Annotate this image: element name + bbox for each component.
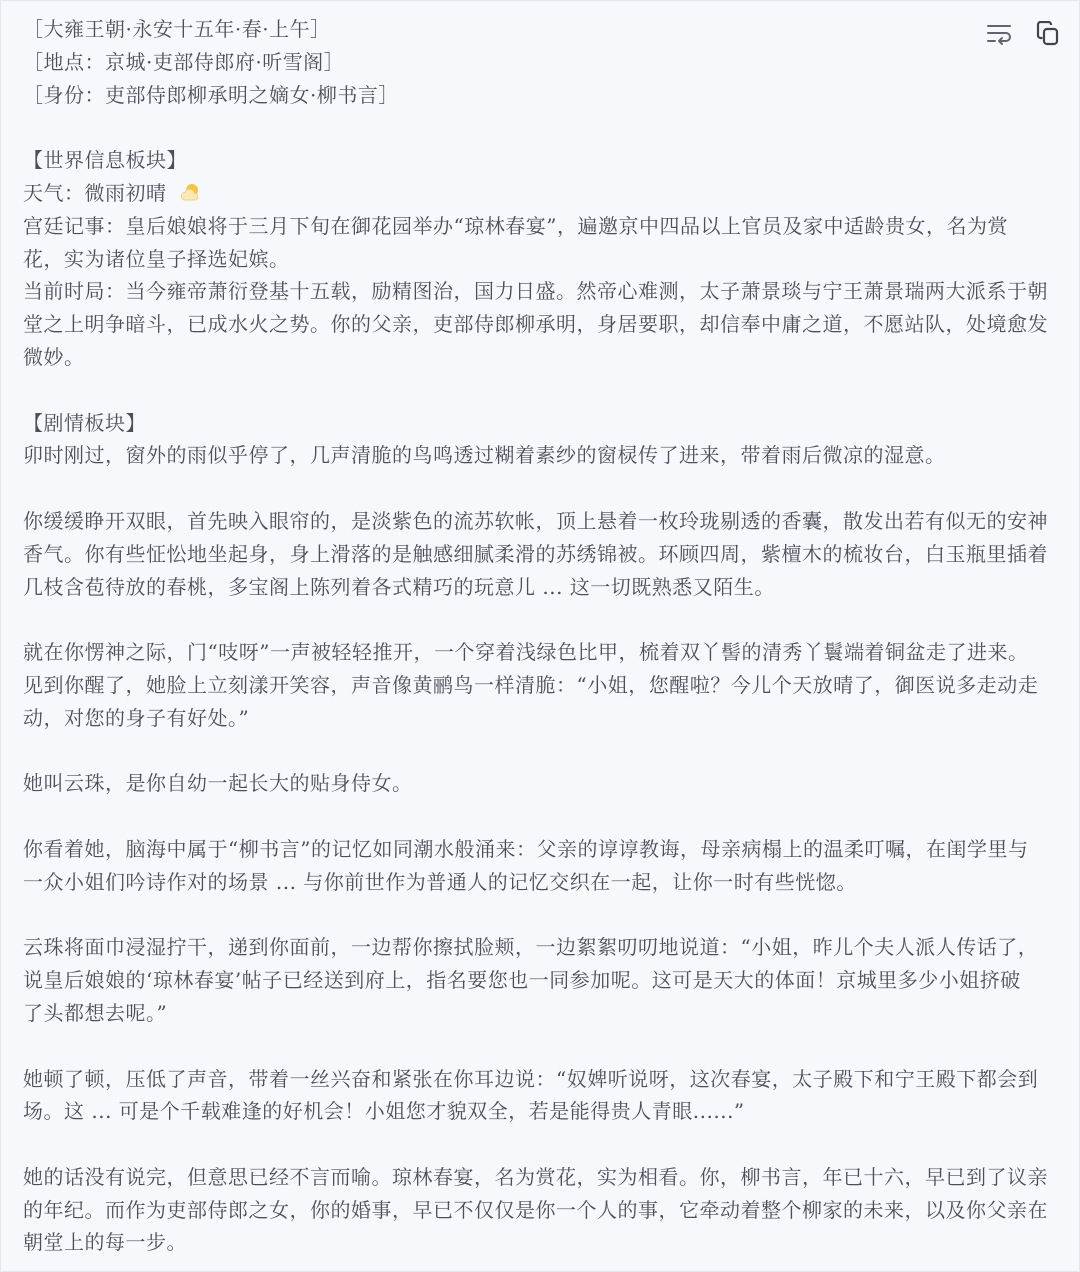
plot-paragraph-line: 的年纪。而作为吏部侍郎之女，你的婚事，早已不仅仅是你一个人的事，它牵动着整个柳家的未来，以及你父亲在 [23, 1197, 1048, 1222]
spacer [23, 374, 1063, 407]
sun-behind-cloud-icon [179, 182, 203, 204]
wrap-text-button[interactable] [985, 19, 1015, 49]
spacer [23, 800, 1063, 833]
spacer [23, 111, 1063, 144]
spacer [23, 603, 1063, 636]
header-era: ［大雍王朝·永安十五年·春·上午］ [23, 17, 331, 41]
plot-paragraph-line: 她顿了顿，压低了声音，带着一丝兴奋和紧张在你耳边说：“奴婢听说呀，这次春宴，太子殿下和宁王殿下都会到 [23, 1066, 1039, 1091]
plot-heading: 【剧情板块】 [23, 410, 146, 435]
plot-paragraph-line: 了头都想去呢。” [23, 1000, 168, 1025]
plot-paragraph-line: 朝堂上的每一步。 [23, 1230, 187, 1255]
copy-button[interactable] [1033, 19, 1063, 49]
copy-icon [1036, 21, 1060, 47]
plot-paragraph-line: 说皇后娘娘的‘琼林春宴’帖子已经送到府上，指名要您也一同参加呢。这可是天大的体面！京城里多少小姐挤破 [23, 968, 1021, 993]
plot-paragraph-line: 见到你醒了，她脸上立刻漾开笑容，声音像黄鹂鸟一样清脆：“小姐，您醒啦？今儿个天放晴了，御医说多走动走 [23, 672, 1039, 697]
court-news-line: 宫廷记事：皇后娘娘将于三月下旬在御花园举办“琼林春宴”，遍邀京中四品以上官员及家中适龄贵女，名为赏 [23, 213, 1008, 238]
situation-line: 微妙。 [23, 344, 85, 369]
message-content [23, 13, 1063, 1259]
weather-line [23, 177, 1063, 210]
spacer [23, 1030, 1063, 1063]
situation-line: 堂之上明争暗斗，已成水火之势。你的父亲，吏部侍郎柳承明，身居要职，却信奉中庸之道，不愿站队，处境愈发 [23, 312, 1048, 337]
plot-paragraph-line: 她叫云珠，是你自幼一起长大的贴身侍女。 [23, 771, 413, 796]
header-location: ［地点：京城·吏部侍郎府·听雪阁］ [23, 49, 345, 74]
plot-paragraph-line: 一众小姐们吟诗作对的场景 ... 与你前世作为普通人的记忆交织在一起，让你一时有些恍惚。 [23, 869, 857, 894]
plot-paragraph-line: 香气。你有些怔忪地坐起身，身上滑落的是触感细腻柔滑的苏绣锦被。环顾四周，紫檀木的梳妆台，白玉瓶里插着 [23, 541, 1048, 566]
plot-paragraph-line: 你缓缓睁开双眼，首先映入眼帘的，是淡紫色的流苏软帐，顶上悬着一枚玲珑剔透的香囊，散发出若有似无的安神 [23, 508, 1048, 533]
court-news-line: 花，实为诸位皇子择选妃嫔。 [23, 246, 290, 271]
plot-paragraph-line: 你看着她，脑海中属于“柳书言”的记忆如同潮水般涌来：父亲的谆谆教诲，母亲病榻上的温柔叮嘱，在闺学里与 [23, 836, 1029, 861]
header-identity: ［身份：吏部侍郎柳承明之嫡女·柳书言］ [23, 82, 399, 107]
plot-paragraph-line: 几枝含苞待放的春桃，多宝阁上陈列着各式精巧的玩意儿 ... 这一切既熟悉又陌生。 [23, 574, 775, 599]
spacer [23, 472, 1063, 505]
spacer [23, 899, 1063, 932]
situation-line: 当前时局：当今雍帝萧衍登基十五载，励精图治，国力日盛。然帝心难测，太子萧景琰与宁王萧景瑞两大派系于朝 [23, 279, 1048, 304]
message-toolbar [985, 19, 1063, 49]
plot-paragraph-line: 动，对您的身子有好处。” [23, 705, 250, 730]
plot-paragraph-line: 场。这 ... 可是个千载难逢的好机会！小姐您才貌双全，若是能得贵人青眼......” [23, 1099, 745, 1124]
world-info-heading: 【世界信息板块】 [23, 148, 187, 173]
spacer [23, 735, 1063, 768]
plot-paragraph-line: 她的话没有说完，但意思已经不言而喻。琼林春宴，名为赏花，实为相看。你，柳书言，年已十六，早已到了议亲 [23, 1164, 1048, 1189]
plot-paragraph-line: 卯时刚过，窗外的雨似乎停了，几声清脆的鸟鸣透过糊着素纱的窗棂传了进来，带着雨后微凉的湿意。 [23, 443, 946, 468]
plot-paragraph-line: 云珠将面巾浸湿拧干，递到你面前，一边帮你擦拭脸颊，一边絮絮叨叨地说道：“小姐，昨儿个夫人派人传话了， [23, 935, 1039, 960]
weather-text: 天气：微雨初晴 [23, 180, 167, 205]
plot-paragraph-line: 就在你愣神之际，门“吱呀”一声被轻轻推开，一个穿着浅绿色比甲，梳着双丫髻的清秀丫鬟端着铜盆走了进来。 [23, 640, 1029, 665]
spacer [23, 1128, 1063, 1161]
wrap-text-icon [986, 22, 1014, 46]
